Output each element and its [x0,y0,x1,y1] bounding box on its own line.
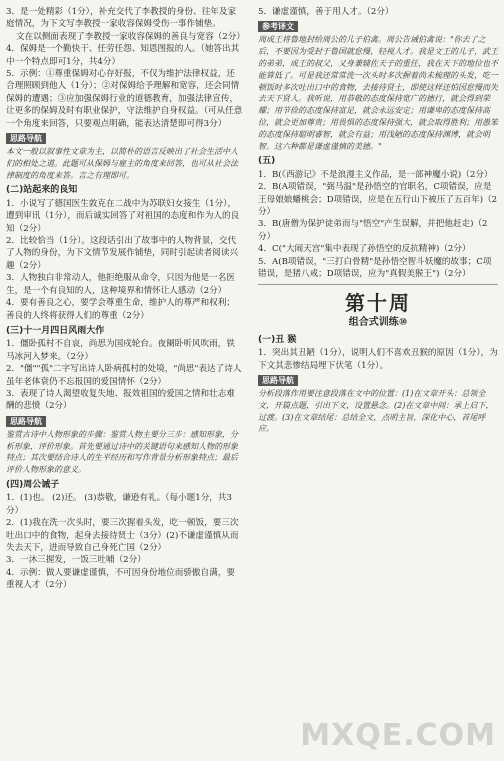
watermark: MXQE.COM [300,718,496,753]
note-3-title: 思路导航 [258,375,298,386]
note-text: 本文一般以叙事性文章为主，以简朴的语言反映出了社会生活中人们的相处之道。此题可从保姆与雇主的角度来回答，也可从社会法律制度的角度来答。言之有理即可。 [6,147,238,180]
answer-item-4: 4．保姆是一个勤快干、任劳任怨、知恩图报的人。（她答出其中一个特点即可1分，共4分） [6,44,240,67]
note-title: 思路导航 [6,133,46,144]
section-4-item-3: 3．一沐三握发，一饭三吐哺（2分） [6,555,146,566]
section-4-item-2: 2．(1)我在洗一次头时，要三次握着头发，吃一顿饭，要三次吐出口中的食物，起身去接待贤士（3分）(2)不谦虚谨慎从而失去天下，进而导致自己身死亡国（2分） [6,518,239,553]
reference-translation-text: 周成王将鲁地封给周公的儿子伯禽。周公告诫伯禽说："你去了之后，不要因为受封于鲁国就怠慢、轻视人才。我是文王的儿子，武王的弟弟，成王的叔父，又身兼辅佐天子的重任，我在天下的地位也不能算低了。可是我还常常洗一次头时多次握着尚未梳理的头发，吃一顿饭时多次吐出口中的食物，去接待贤士，即使这样还怕因怠慢而失去天下贤人。我听说，用恭敬的态度保持宽广的德行，就会得到荣耀；用节俭的态度保持富足，就会永远安定；用谦卑的态度保持高位，就会更加尊贵；用畏惧的态度保持强大，就会取得胜利；用愚笨的态度保持聪明睿智，就会有益；用浅陋的态度保持渊博，就会明智。这六种都是谦虚谨慎的美德。" [258,35,498,151]
section-5-item-3: 3．B(唐僧为保护徒弟而与"悟空"产生误解，并把他赶走)（2分） [258,219,488,242]
section-4-item-5: 5．谦虚谨慎，善于用人才。（2分） [258,7,394,17]
section-2-item-4: 4．要有善良之心，要学会尊重生命，维护人的尊严和权利；善良的人终将获得人们的尊重（2分） [6,298,235,321]
answer-item-3-cont: 文在以侧面表现了李教授一家收容保姆的善良与宽容（2分） [16,31,245,42]
section-5-item-4: 4．C("大闹天宫"集中表现了孙悟空的反抗精神)（2分） [258,244,471,255]
section-2-title: (二)站起来的良知 [6,185,78,196]
answer-item-3: 3．是一处精彩（1分），补充交代了李教授的身份、往年及家庭情况，为下文写李教授一家收容保姆受伤一事作铺垫。 [6,7,237,30]
left-column [6,6,243,592]
section-5-title: (五) [258,156,276,167]
section-4-title: (四)周公诫子 [6,479,60,490]
right-column [258,6,498,435]
divider [258,284,498,285]
week-subtitle: 组合式训练⑩ [348,317,408,329]
answer-item-5: 5．示例：①尊重保姆对心存好报，不仅为维护法律权益，还合理照顾到他人（1分）；②对保姆给予理解和宽容，还会同情保姆的遭遇；③应加强保姆行业的道德教育，加强法律宣传，让更多的保姆及时有职业保护，守法维护自身权益。（可从任意一个角度来回答，只要观点明确，能表达清楚即可得3分） [6,69,243,129]
section-4-item-4: 4．示例：做人要谦虚谨慎，不可因身份地位而骄傲自满，要重视人才（2分） [6,567,235,591]
section-3-item-2: 2．"僵""孤"二字写出诗人卧病孤村的处境，"尚思"表达了诗人虽年老体衰仍不忘报国的爱国情怀（2分） [6,364,242,387]
section-4-item-1: 1．(1)也。 (2)还。 (3)恭敬，谦逊有礼。（每小题1分，共3分） [6,493,232,516]
week-title: 第十周 [345,291,411,316]
section-5-item-5: 5．A(B项错误，"三打白骨精"是孙悟空智斗妖魔的故事；C项错误，是猪八戒；D项错误，应为"真假美猴王")（2分） [258,256,492,280]
section-2-item-1: 1．小说写了德国医生敦克在二战中为苏联妇女接生（1分），遭到审讯（1分），而后诚实回答了对祖国的态度和作为人的良知（2分） [6,198,240,234]
note-2-title: 思路导航 [6,416,46,427]
section-3-title: (三)十一月四日风雨大作 [6,325,105,336]
section-2-item-2: 2．比较恰当（1分）。这段话引出了故事中的人物背景，交代了人物的身份，为下文情节发展作铺垫，同时引起读者阅读兴趣（2分） [6,236,239,271]
section-3-item-1: 1．僵卧孤村不自哀，尚思为国戍轮台。夜阑卧听风吹雨，铁马冰河入梦来。（2分） [6,339,235,362]
note-3-text: 分析段落作用要注意段落在文中的位置：(1)在文章开头：总领全文，开篇点题，引出下文，设置悬念。(2)在文章中间：承上启下，过渡。(3)在文章结尾：总结全文，点明主旨，深化中心，首尾呼应。 [258,389,494,434]
section-2-item-3: 3．人物独白非常动人，他拒绝服从命令，只因为他是一名医生，是一个有良知的人，这种境界和情怀让人感动（2分） [6,273,235,296]
section-5-item-1: 1．B(《西游记》不是浪漫主义作品，是一部神魔小说)（2分） [258,169,493,180]
section-3-item-3: 3．表现了诗人渴望收复失地、报效祖国的爱国之情和壮志难酬的悲愤（2分） [6,388,235,412]
section-6-title: (一)丑 猴 [258,334,297,345]
reference-translation-title: 参考译文 [258,21,298,32]
section-6-item-1: 1．突出其丑陋（1分），说明人们不喜欢丑猴的原因（1分），为下文其悲惨结局埋下伏笔（1分）。 [258,348,498,371]
note-2-text: 鉴赏古诗中人物形象的步骤：鉴赏人物主要分三步：感知形象，分析形象，评价形象。首先要通过诗中的关键语句来感知人物的形象特点；其次要结合诗人的生平经历和写作背景分析形象特点；最后评价人物形象的意义。 [6,429,238,475]
section-5-item-2: 2．B(A项错误，"弼马温"是孙悟空的官职名，C项错误，应是王母娘娘蟠桃会；D项错误，应是在五行山下被压了五百年)（2分） [258,182,498,217]
